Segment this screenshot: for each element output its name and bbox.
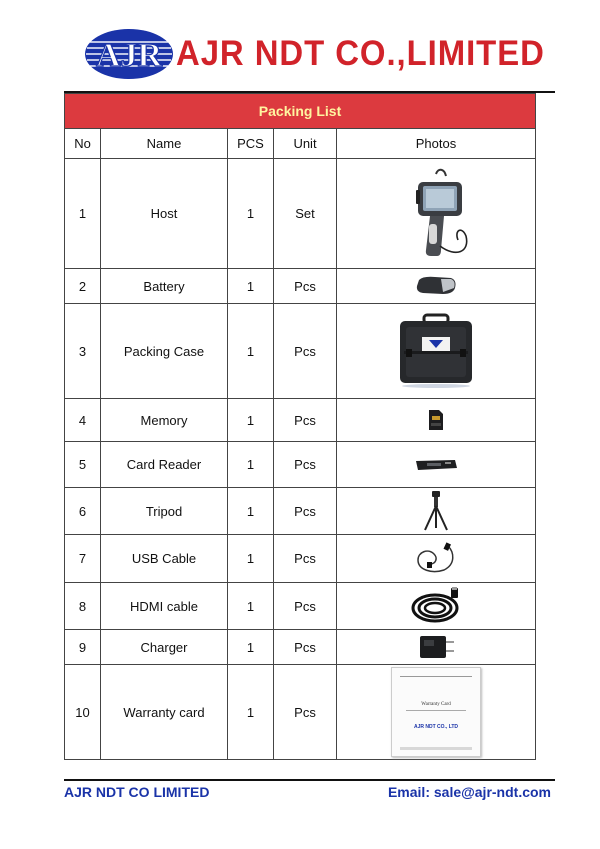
column-header-name: Name <box>101 129 228 159</box>
row-name: Host <box>101 159 228 269</box>
charger-icon <box>416 632 456 662</box>
row-unit: Pcs <box>274 630 337 665</box>
column-header-photos: Photos <box>337 129 536 159</box>
row-no: 1 <box>65 159 101 269</box>
row-photo <box>337 630 536 665</box>
row-unit: Pcs <box>274 442 337 488</box>
row-pcs: 1 <box>228 442 274 488</box>
packing-list-table <box>64 93 536 760</box>
row-no: 8 <box>65 583 101 630</box>
table-row <box>65 269 536 304</box>
table-row <box>65 665 536 760</box>
row-no: 9 <box>65 630 101 665</box>
row-pcs: 1 <box>228 304 274 399</box>
row-photo <box>337 665 536 760</box>
company-title: AJR NDT CO.,LIMITED <box>176 34 545 73</box>
footer-email[interactable]: Email: sale@ajr-ndt.com <box>387 784 551 800</box>
page-header <box>0 0 600 92</box>
ajr-logo-icon <box>84 28 174 80</box>
row-photo <box>337 442 536 488</box>
row-unit: Pcs <box>274 304 337 399</box>
row-pcs: 1 <box>228 159 274 269</box>
row-pcs: 1 <box>228 269 274 304</box>
row-name: Memory <box>101 399 228 442</box>
warranty-card-brand: AJR NDT CO., LTD <box>413 724 459 730</box>
row-no: 7 <box>65 535 101 583</box>
table-row <box>65 442 536 488</box>
row-no: 3 <box>65 304 101 399</box>
footer-company: AJR NDT CO LIMITED <box>64 784 210 800</box>
row-no: 6 <box>65 488 101 535</box>
row-unit: Pcs <box>274 535 337 583</box>
row-photo <box>337 535 536 583</box>
card-reader-icon <box>413 457 459 473</box>
row-photo <box>337 159 536 269</box>
table-header-row <box>65 129 536 159</box>
row-pcs: 1 <box>228 399 274 442</box>
table-row <box>65 159 536 269</box>
table-row <box>65 630 536 665</box>
row-unit: Pcs <box>274 269 337 304</box>
row-unit: Pcs <box>274 399 337 442</box>
column-header-unit: Unit <box>274 129 337 159</box>
row-unit: Pcs <box>274 583 337 630</box>
row-pcs: 1 <box>228 583 274 630</box>
table-row <box>65 583 536 630</box>
row-photo <box>337 399 536 442</box>
battery-icon <box>413 274 459 298</box>
row-unit: Pcs <box>274 665 337 760</box>
row-name: Tripod <box>101 488 228 535</box>
tripod-icon <box>422 490 450 532</box>
row-name: HDMI cable <box>101 583 228 630</box>
case-icon <box>396 313 476 389</box>
row-pcs: 1 <box>228 665 274 760</box>
warranty-card-title: Warranty Card <box>421 702 451 707</box>
row-pcs: 1 <box>228 630 274 665</box>
column-header-no: No <box>65 129 101 159</box>
footer-divider <box>64 779 555 781</box>
usb-cable-icon <box>414 542 458 576</box>
row-name: Warranty card <box>101 665 228 760</box>
memory-card-icon <box>427 408 445 432</box>
row-unit: Set <box>274 159 337 269</box>
warranty-card-icon <box>391 667 481 757</box>
row-name: Card Reader <box>101 442 228 488</box>
row-name: Charger <box>101 630 228 665</box>
table-row <box>65 488 536 535</box>
row-name: Battery <box>101 269 228 304</box>
row-unit: Pcs <box>274 488 337 535</box>
row-no: 10 <box>65 665 101 760</box>
row-photo <box>337 583 536 630</box>
endoscope-host-icon <box>396 166 476 262</box>
hdmi-cable-icon <box>409 586 463 626</box>
row-no: 5 <box>65 442 101 488</box>
logo-text: AJR <box>95 37 163 74</box>
row-name: Packing Case <box>101 304 228 399</box>
row-photo <box>337 304 536 399</box>
row-photo <box>337 269 536 304</box>
row-no: 4 <box>65 399 101 442</box>
column-header-pcs: PCS <box>228 129 274 159</box>
row-pcs: 1 <box>228 488 274 535</box>
table-row <box>65 304 536 399</box>
row-photo <box>337 488 536 535</box>
table-title: Packing List <box>65 94 536 129</box>
row-no: 2 <box>65 269 101 304</box>
row-name: USB Cable <box>101 535 228 583</box>
table-row <box>65 399 536 442</box>
table-row <box>65 535 536 583</box>
row-pcs: 1 <box>228 535 274 583</box>
